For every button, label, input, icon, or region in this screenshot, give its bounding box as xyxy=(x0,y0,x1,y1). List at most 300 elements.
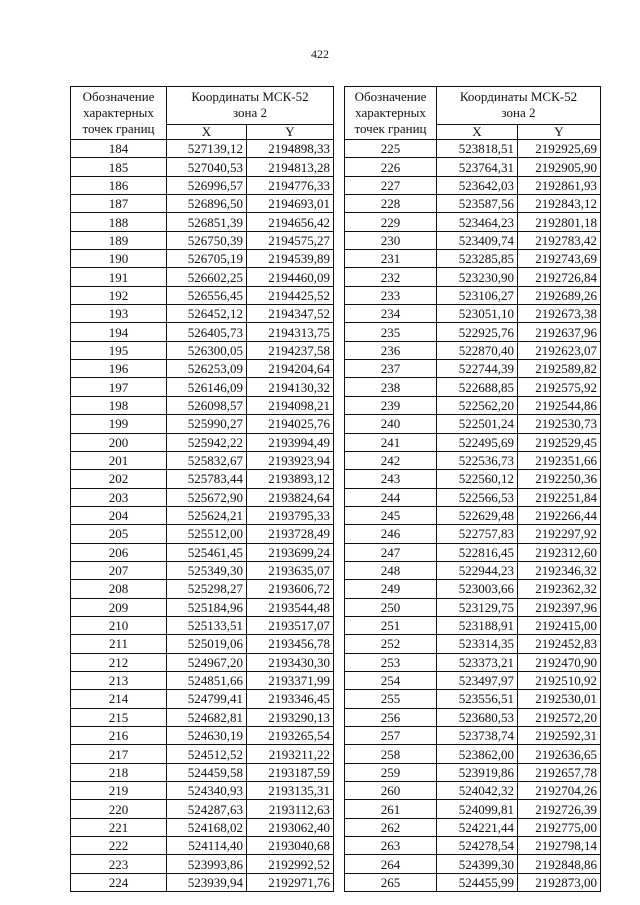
table-row xyxy=(345,763,601,781)
point-number-cell: 250 xyxy=(345,598,437,616)
y-coordinate-cell: 2193606,72 xyxy=(247,580,334,598)
table-row xyxy=(345,268,601,286)
x-coordinate-cell: 522944,23 xyxy=(437,561,518,579)
point-number-cell: 192 xyxy=(71,286,167,304)
y-coordinate-cell: 2192250,36 xyxy=(518,470,601,488)
y-coordinate-cell: 2192775,00 xyxy=(518,818,601,836)
x-coordinate-cell: 526851,39 xyxy=(167,213,247,231)
table-row xyxy=(345,195,601,213)
x-coordinate-cell: 525461,45 xyxy=(167,543,247,561)
x-coordinate-cell: 523285,85 xyxy=(437,250,518,268)
x-coordinate-cell: 523919,86 xyxy=(437,763,518,781)
y-coordinate-cell: 2192529,45 xyxy=(518,433,601,451)
x-coordinate-cell: 527040,53 xyxy=(167,158,247,176)
point-number-cell: 237 xyxy=(345,360,437,378)
y-coordinate-cell: 2193728,49 xyxy=(247,525,334,543)
y-coordinate-cell: 2194460,09 xyxy=(247,268,334,286)
table-row xyxy=(71,763,334,781)
x-coordinate-cell: 524512,52 xyxy=(167,745,247,763)
table-row xyxy=(71,250,334,268)
point-number-cell: 190 xyxy=(71,250,167,268)
table-row xyxy=(345,323,601,341)
x-coordinate-cell: 524278,54 xyxy=(437,837,518,855)
point-number-cell: 260 xyxy=(345,782,437,800)
y-coordinate-cell: 2192743,69 xyxy=(518,250,601,268)
point-number-cell: 245 xyxy=(345,506,437,524)
table-row xyxy=(345,396,601,414)
table-row xyxy=(345,745,601,763)
table-row xyxy=(71,616,334,634)
point-number-cell: 265 xyxy=(345,873,437,891)
x-coordinate-cell: 526896,50 xyxy=(167,195,247,213)
point-number-cell: 218 xyxy=(71,763,167,781)
y-coordinate-cell: 2193795,33 xyxy=(247,506,334,524)
x-coordinate-cell: 524455,99 xyxy=(437,873,518,891)
x-coordinate-cell: 525298,27 xyxy=(167,580,247,598)
point-designation-header xyxy=(345,87,437,140)
point-number-cell: 225 xyxy=(345,140,437,158)
x-coordinate-cell: 522688,85 xyxy=(437,378,518,396)
y-coordinate-cell: 2192575,92 xyxy=(518,378,601,396)
table-row xyxy=(71,653,334,671)
table-row xyxy=(71,598,334,616)
point-number-cell: 205 xyxy=(71,525,167,543)
y-coordinate-cell: 2192297,92 xyxy=(518,525,601,543)
x-coordinate-cell: 523314,35 xyxy=(437,635,518,653)
table-row xyxy=(71,415,334,433)
coordinates-group-header-line2: зона 2 xyxy=(232,105,268,121)
y-coordinate-cell: 2192637,96 xyxy=(518,323,601,341)
point-number-cell: 243 xyxy=(345,470,437,488)
table-row xyxy=(71,360,334,378)
y-coordinate-cell: 2193430,30 xyxy=(247,653,334,671)
point-number-cell: 261 xyxy=(345,800,437,818)
table-row xyxy=(71,561,334,579)
table-row xyxy=(71,727,334,745)
y-coordinate-cell: 2192470,90 xyxy=(518,653,601,671)
table-row xyxy=(345,213,601,231)
table-row xyxy=(71,580,334,598)
x-coordinate-cell: 523862,00 xyxy=(437,745,518,763)
y-coordinate-cell: 2193040,68 xyxy=(247,837,334,855)
y-coordinate-cell: 2192925,69 xyxy=(518,140,601,158)
point-number-cell: 249 xyxy=(345,580,437,598)
y-coordinate-cell: 2193517,07 xyxy=(247,616,334,634)
x-coordinate-cell: 524042,32 xyxy=(437,782,518,800)
y-coordinate-cell: 2193265,54 xyxy=(247,727,334,745)
table-row xyxy=(71,690,334,708)
y-coordinate-cell: 2193923,94 xyxy=(247,451,334,469)
x-coordinate-cell: 523129,75 xyxy=(437,598,518,616)
x-coordinate-cell: 522495,69 xyxy=(437,433,518,451)
x-coordinate-cell: 525672,90 xyxy=(167,488,247,506)
point-number-cell: 203 xyxy=(71,488,167,506)
x-coordinate-cell: 525990,27 xyxy=(167,415,247,433)
y-coordinate-cell: 2193994,49 xyxy=(247,433,334,451)
point-designation-header-line2: характерных xyxy=(355,105,426,120)
table-row xyxy=(71,745,334,763)
y-coordinate-cell: 2192657,78 xyxy=(518,763,601,781)
x-coordinate-cell: 526146,09 xyxy=(167,378,247,396)
y-coordinate-cell: 2194347,52 xyxy=(247,305,334,323)
table-row xyxy=(345,415,601,433)
point-number-cell: 232 xyxy=(345,268,437,286)
table-row xyxy=(345,176,601,194)
x-coordinate-cell: 525942,22 xyxy=(167,433,247,451)
table-row xyxy=(71,451,334,469)
x-coordinate-cell: 522536,73 xyxy=(437,451,518,469)
x-coordinate-cell: 524287,63 xyxy=(167,800,247,818)
y-column-header: Y xyxy=(518,124,601,139)
x-coordinate-cell: 523993,86 xyxy=(167,855,247,873)
table-row xyxy=(345,470,601,488)
point-number-cell: 220 xyxy=(71,800,167,818)
x-coordinate-cell: 524851,66 xyxy=(167,671,247,689)
table-row xyxy=(345,525,601,543)
point-number-cell: 187 xyxy=(71,195,167,213)
point-number-cell: 253 xyxy=(345,653,437,671)
table-row xyxy=(345,305,601,323)
point-number-cell: 255 xyxy=(345,690,437,708)
x-coordinate-cell: 526705,19 xyxy=(167,250,247,268)
point-number-cell: 234 xyxy=(345,305,437,323)
x-coordinate-cell: 523587,56 xyxy=(437,195,518,213)
x-coordinate-cell: 522562,20 xyxy=(437,396,518,414)
point-number-cell: 231 xyxy=(345,250,437,268)
x-coordinate-cell: 524340,93 xyxy=(167,782,247,800)
y-coordinate-cell: 2193893,12 xyxy=(247,470,334,488)
x-coordinate-cell: 526452,12 xyxy=(167,305,247,323)
y-coordinate-cell: 2192992,52 xyxy=(247,855,334,873)
table-row xyxy=(345,653,601,671)
point-number-cell: 206 xyxy=(71,543,167,561)
point-number-cell: 197 xyxy=(71,378,167,396)
table-row xyxy=(71,635,334,653)
point-number-cell: 257 xyxy=(345,727,437,745)
table-row xyxy=(71,140,334,158)
y-coordinate-cell: 2192636,65 xyxy=(518,745,601,763)
y-coordinate-cell: 2192798,14 xyxy=(518,837,601,855)
x-coordinate-cell: 523680,53 xyxy=(437,708,518,726)
table-row xyxy=(345,231,601,249)
y-coordinate-cell: 2194776,33 xyxy=(247,176,334,194)
y-coordinate-cell: 2194130,32 xyxy=(247,378,334,396)
x-coordinate-cell: 522501,24 xyxy=(437,415,518,433)
x-coordinate-cell: 523464,23 xyxy=(437,213,518,231)
y-coordinate-cell: 2192312,60 xyxy=(518,543,601,561)
x-coordinate-cell: 525783,44 xyxy=(167,470,247,488)
table-row xyxy=(345,580,601,598)
y-coordinate-cell: 2192530,73 xyxy=(518,415,601,433)
y-coordinate-cell: 2194898,33 xyxy=(247,140,334,158)
x-column-header: X xyxy=(437,124,518,139)
y-coordinate-cell: 2194313,75 xyxy=(247,323,334,341)
x-coordinate-cell: 523373,21 xyxy=(437,653,518,671)
point-number-cell: 256 xyxy=(345,708,437,726)
point-number-cell: 248 xyxy=(345,561,437,579)
point-number-cell: 194 xyxy=(71,323,167,341)
table-row xyxy=(345,708,601,726)
x-coordinate-cell: 522629,48 xyxy=(437,506,518,524)
point-number-cell: 210 xyxy=(71,616,167,634)
point-designation-header-line1: Обозначение xyxy=(354,89,427,104)
table-row xyxy=(71,195,334,213)
point-number-cell: 223 xyxy=(71,855,167,873)
table-row xyxy=(71,305,334,323)
x-coordinate-cell: 523409,74 xyxy=(437,231,518,249)
point-number-cell: 258 xyxy=(345,745,437,763)
point-number-cell: 235 xyxy=(345,323,437,341)
y-coordinate-cell: 2192510,92 xyxy=(518,671,601,689)
x-coordinate-cell: 525624,21 xyxy=(167,506,247,524)
y-coordinate-cell: 2194693,01 xyxy=(247,195,334,213)
point-number-cell: 236 xyxy=(345,341,437,359)
table-row xyxy=(71,176,334,194)
point-number-cell: 215 xyxy=(71,708,167,726)
point-designation-header-line2: характерных xyxy=(83,105,154,120)
y-coordinate-cell: 2192843,12 xyxy=(518,195,601,213)
y-coordinate-cell: 2193187,59 xyxy=(247,763,334,781)
y-coordinate-cell: 2193824,64 xyxy=(247,488,334,506)
x-coordinate-cell: 525184,96 xyxy=(167,598,247,616)
point-number-cell: 199 xyxy=(71,415,167,433)
table-row xyxy=(71,213,334,231)
coordinates-group-header-line1: Координаты МСК-52 xyxy=(459,89,578,105)
y-coordinate-cell: 2194425,52 xyxy=(247,286,334,304)
x-coordinate-cell: 522816,45 xyxy=(437,543,518,561)
y-coordinate-cell: 2192362,32 xyxy=(518,580,601,598)
y-coordinate-cell: 2193635,07 xyxy=(247,561,334,579)
y-coordinate-cell: 2192452,83 xyxy=(518,635,601,653)
x-coordinate-cell: 523188,91 xyxy=(437,616,518,634)
x-coordinate-cell: 526996,57 xyxy=(167,176,247,194)
point-number-cell: 214 xyxy=(71,690,167,708)
point-number-cell: 189 xyxy=(71,231,167,249)
x-coordinate-cell: 524459,58 xyxy=(167,763,247,781)
point-number-cell: 230 xyxy=(345,231,437,249)
y-coordinate-cell: 2192351,66 xyxy=(518,451,601,469)
table-row xyxy=(345,635,601,653)
point-number-cell: 221 xyxy=(71,818,167,836)
coordinates-table-right xyxy=(344,86,601,892)
point-number-cell: 193 xyxy=(71,305,167,323)
y-coordinate-cell: 2192726,39 xyxy=(518,800,601,818)
x-coordinate-cell: 523497,97 xyxy=(437,671,518,689)
point-number-cell: 264 xyxy=(345,855,437,873)
x-coordinate-cell: 524168,02 xyxy=(167,818,247,836)
point-number-cell: 224 xyxy=(71,873,167,891)
y-coordinate-cell: 2194025,76 xyxy=(247,415,334,433)
table-row xyxy=(71,525,334,543)
y-coordinate-cell: 2192346,32 xyxy=(518,561,601,579)
table-row xyxy=(345,488,601,506)
table-row xyxy=(71,837,334,855)
x-coordinate-cell: 523106,27 xyxy=(437,286,518,304)
point-number-cell: 240 xyxy=(345,415,437,433)
y-coordinate-cell: 2192801,18 xyxy=(518,213,601,231)
x-coordinate-cell: 525133,51 xyxy=(167,616,247,634)
point-number-cell: 207 xyxy=(71,561,167,579)
table-row xyxy=(345,800,601,818)
y-coordinate-cell: 2193456,78 xyxy=(247,635,334,653)
table-row xyxy=(71,231,334,249)
x-coordinate-cell: 523003,66 xyxy=(437,580,518,598)
table-row xyxy=(345,433,601,451)
y-coordinate-cell: 2194098,21 xyxy=(247,396,334,414)
y-coordinate-cell: 2192848,86 xyxy=(518,855,601,873)
x-coordinate-cell: 524630,19 xyxy=(167,727,247,745)
y-coordinate-cell: 2192592,31 xyxy=(518,727,601,745)
table-row xyxy=(71,396,334,414)
point-number-cell: 246 xyxy=(345,525,437,543)
y-coordinate-cell: 2192530,01 xyxy=(518,690,601,708)
x-coordinate-cell: 522566,53 xyxy=(437,488,518,506)
y-coordinate-cell: 2192905,90 xyxy=(518,158,601,176)
y-coordinate-cell: 2192971,76 xyxy=(247,873,334,891)
x-coordinate-cell: 526300,05 xyxy=(167,341,247,359)
point-number-cell: 208 xyxy=(71,580,167,598)
point-number-cell: 233 xyxy=(345,286,437,304)
point-number-cell: 242 xyxy=(345,451,437,469)
table-row xyxy=(345,598,601,616)
coordinates-table-left xyxy=(70,86,334,892)
table-row xyxy=(345,286,601,304)
x-coordinate-cell: 522757,83 xyxy=(437,525,518,543)
y-coordinate-cell: 2194539,89 xyxy=(247,250,334,268)
y-coordinate-cell: 2192572,20 xyxy=(518,708,601,726)
table-row xyxy=(345,250,601,268)
table-row xyxy=(71,543,334,561)
point-number-cell: 219 xyxy=(71,782,167,800)
point-number-cell: 196 xyxy=(71,360,167,378)
table-row xyxy=(71,433,334,451)
point-number-cell: 201 xyxy=(71,451,167,469)
table-row xyxy=(71,488,334,506)
x-coordinate-cell: 522925,76 xyxy=(437,323,518,341)
page-number: 422 xyxy=(311,47,329,61)
table-row xyxy=(345,158,601,176)
table-row xyxy=(345,140,601,158)
x-coordinate-cell: 526405,73 xyxy=(167,323,247,341)
x-coordinate-cell: 524221,44 xyxy=(437,818,518,836)
table-row xyxy=(71,873,334,891)
coordinates-group-header-line2: зона 2 xyxy=(501,105,536,121)
y-coordinate-cell: 2193346,45 xyxy=(247,690,334,708)
y-coordinate-cell: 2193135,31 xyxy=(247,782,334,800)
x-coordinate-cell: 524114,40 xyxy=(167,837,247,855)
x-coordinate-cell: 525019,06 xyxy=(167,635,247,653)
table-row xyxy=(71,158,334,176)
point-number-cell: 252 xyxy=(345,635,437,653)
y-coordinate-cell: 2192873,00 xyxy=(518,873,601,891)
table-row xyxy=(71,470,334,488)
x-coordinate-cell: 522744,39 xyxy=(437,360,518,378)
table-row xyxy=(345,378,601,396)
y-coordinate-cell: 2193699,24 xyxy=(247,543,334,561)
y-coordinate-cell: 2193371,99 xyxy=(247,671,334,689)
table-row xyxy=(71,341,334,359)
x-coordinate-cell: 525832,67 xyxy=(167,451,247,469)
y-coordinate-cell: 2194204,64 xyxy=(247,360,334,378)
x-coordinate-cell: 525349,30 xyxy=(167,561,247,579)
x-coordinate-cell: 526602,25 xyxy=(167,268,247,286)
y-coordinate-cell: 2192704,26 xyxy=(518,782,601,800)
x-coordinate-cell: 523764,31 xyxy=(437,158,518,176)
x-coordinate-cell: 525512,00 xyxy=(167,525,247,543)
x-coordinate-cell: 523738,74 xyxy=(437,727,518,745)
table-row xyxy=(345,727,601,745)
table-row xyxy=(345,855,601,873)
y-coordinate-cell: 2193544,48 xyxy=(247,598,334,616)
table-row xyxy=(345,360,601,378)
x-coordinate-cell: 526253,09 xyxy=(167,360,247,378)
point-number-cell: 238 xyxy=(345,378,437,396)
point-number-cell: 195 xyxy=(71,341,167,359)
point-number-cell: 202 xyxy=(71,470,167,488)
table-row xyxy=(345,690,601,708)
table-row xyxy=(345,818,601,836)
x-coordinate-cell: 527139,12 xyxy=(167,140,247,158)
point-number-cell: 262 xyxy=(345,818,437,836)
x-coordinate-cell: 523642,03 xyxy=(437,176,518,194)
y-coordinate-cell: 2194237,58 xyxy=(247,341,334,359)
x-coordinate-cell: 523556,51 xyxy=(437,690,518,708)
table-row xyxy=(345,671,601,689)
table-row xyxy=(71,800,334,818)
y-coordinate-cell: 2193062,40 xyxy=(247,818,334,836)
point-number-cell: 198 xyxy=(71,396,167,414)
point-number-cell: 186 xyxy=(71,176,167,194)
table-row xyxy=(71,323,334,341)
x-coordinate-cell: 523051,10 xyxy=(437,305,518,323)
point-number-cell: 213 xyxy=(71,671,167,689)
table-row xyxy=(345,616,601,634)
point-designation-header-line3: точек границ xyxy=(82,121,155,136)
point-number-cell: 228 xyxy=(345,195,437,213)
y-coordinate-cell: 2192783,42 xyxy=(518,231,601,249)
y-coordinate-cell: 2192251,84 xyxy=(518,488,601,506)
x-column-header: X xyxy=(167,124,247,139)
point-number-cell: 191 xyxy=(71,268,167,286)
point-number-cell: 226 xyxy=(345,158,437,176)
table-row xyxy=(345,873,601,891)
table-row xyxy=(345,561,601,579)
coordinates-group-header-line1: Координаты МСК-52 xyxy=(191,89,309,105)
y-coordinate-cell: 2194813,28 xyxy=(247,158,334,176)
table-row xyxy=(71,268,334,286)
point-number-cell: 209 xyxy=(71,598,167,616)
table-row xyxy=(345,837,601,855)
x-coordinate-cell: 526098,57 xyxy=(167,396,247,414)
x-coordinate-cell: 524399,30 xyxy=(437,855,518,873)
point-designation-header-line3: точек границ xyxy=(354,121,427,136)
table-row xyxy=(345,506,601,524)
table-row xyxy=(71,782,334,800)
point-number-cell: 188 xyxy=(71,213,167,231)
y-coordinate-cell: 2192673,38 xyxy=(518,305,601,323)
y-coordinate-cell: 2192861,93 xyxy=(518,176,601,194)
table-row xyxy=(345,782,601,800)
point-number-cell: 222 xyxy=(71,837,167,855)
table-row xyxy=(345,341,601,359)
point-number-cell: 204 xyxy=(71,506,167,524)
x-coordinate-cell: 526750,39 xyxy=(167,231,247,249)
x-coordinate-cell: 524682,81 xyxy=(167,708,247,726)
point-number-cell: 247 xyxy=(345,543,437,561)
x-coordinate-cell: 523818,51 xyxy=(437,140,518,158)
point-number-cell: 212 xyxy=(71,653,167,671)
x-coordinate-cell: 523939,94 xyxy=(167,873,247,891)
